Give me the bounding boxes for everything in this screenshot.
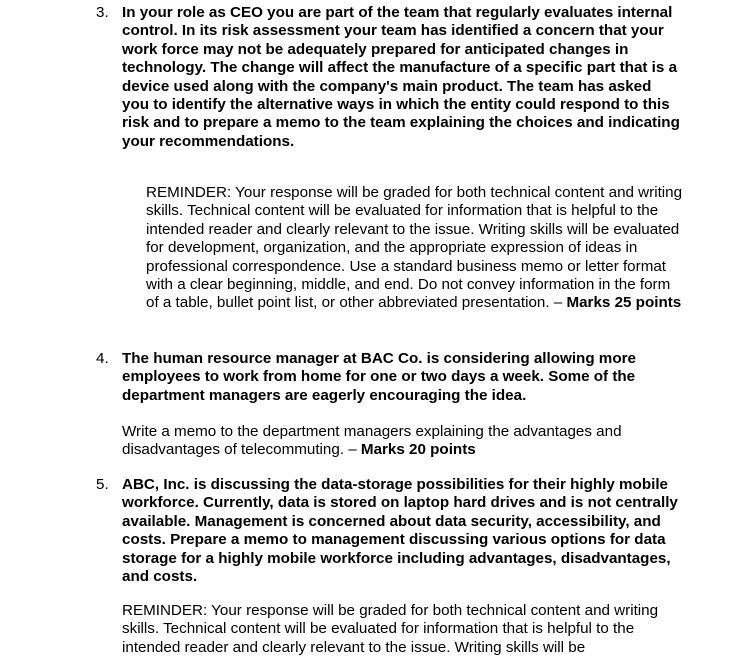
question-prompt: ABC, Inc. is discussing the data-storage possibilities for their highly mobile workforce. Currently, data is stored on laptop hard drives and is not centrally available. Management is concerned about data security, accessibility, and costs. Prepare a memo to management discussing various options for data storage for a highly mobile workforce including advantages, disadvantages, and costs.	[122, 476, 678, 586]
question-prompt: In your role as CEO you are part of the team that regularly evaluates internal control. In its risk assessment your team has identified a concern that your work force may not be adequately prepared for anticipated changes in technology. The change will affect the manufacture of a specific part that is a device used along with the company's main product. The team has asked you to identify the alternative ways in which the entity could respond to this risk and to prepare a memo to the team explaining the choices and indicating your recommendations.	[122, 4, 680, 150]
marks-label: Marks 25 points	[566, 294, 682, 312]
question-3	[96, 4, 696, 151]
note-text: REMINDER: Your response will be graded for both technical content and writing skills. Technical content will be evaluated for information that is helpful to the intended reader and clearly relevant to the issue. Writing skills will be	[122, 602, 659, 656]
marks-label: Marks 20 points	[360, 441, 476, 459]
question-5-note	[122, 602, 684, 657]
question-3-note	[146, 184, 684, 313]
question-5	[96, 476, 696, 586]
note-text: Write a memo to the department managers explaining the advantages and disadvantages of telecommuting. –	[122, 423, 622, 459]
question-number: 3.	[96, 4, 109, 21]
question-4-note	[122, 423, 682, 460]
question-number: 4.	[96, 350, 109, 367]
question-4	[96, 350, 696, 405]
question-number: 5.	[96, 476, 109, 493]
question-prompt: The human resource manager at BAC Co. is considering allowing more employees to work from home for one or two days a week. Some of the department managers are eagerly encouraging the idea.	[122, 350, 636, 404]
note-text: REMINDER: Your response will be graded for both technical content and writing skills. Technical content will be evaluated for information that is helpful to the intended reader and clearly relevant to the issue. Writing skills will be evaluated for development, organization, and the appropriate expression of ideas in professional correspondence. Use a standard business memo or letter format with a clear beginning, middle, and end. Do not convey information in the form of a table, bullet point list, or other abbreviated presentation. –	[146, 184, 683, 312]
